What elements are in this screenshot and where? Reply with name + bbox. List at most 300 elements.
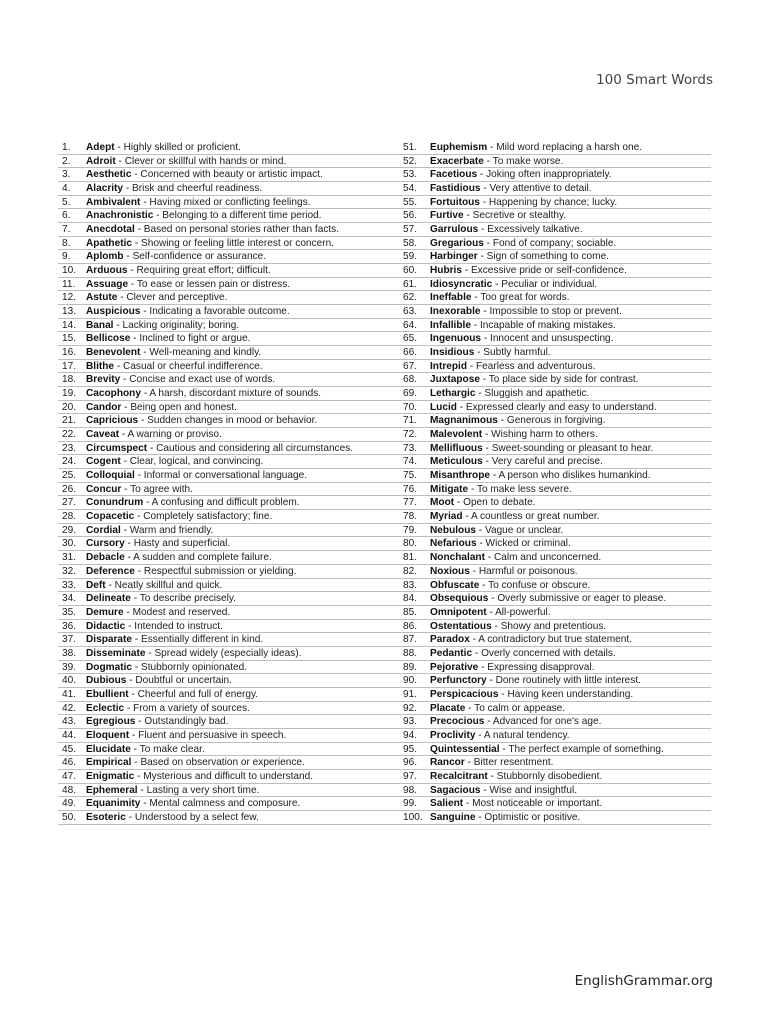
entry-word: Bellicose [86,333,131,345]
entry-definition: Having keen understanding. [507,688,634,700]
word-entry [58,373,401,387]
entry-word: Gregarious [430,237,484,249]
entry-number: 52. [403,155,418,167]
entry-definition: Fearless and adventurous. [476,360,596,372]
footer-site: EnglishGrammar.org [574,973,713,989]
entry-word: Circumspect [86,442,148,454]
entry-word: Auspicious [86,306,141,318]
entry-word: Demure [86,606,124,618]
entry-word: Candor [86,401,122,413]
entry-separator: - [120,374,130,386]
word-entry [58,141,401,155]
entry-word: Obsequious [430,593,489,605]
entry-number: 9. [62,251,71,263]
entry-separator: - [480,306,490,318]
entry-number: 64. [403,319,418,331]
entry-number: 89. [403,661,418,673]
entry-separator: - [469,565,479,577]
entry-number: 8. [62,237,71,249]
entry-separator: - [134,770,144,782]
word-entry [401,647,711,661]
entry-word: Harbinger [430,251,478,263]
entry-number: 59. [403,251,418,263]
entry-definition: Brisk and cheerful readiness. [132,183,263,195]
entry-word: Nefarious [430,538,477,550]
entry-word: Eloquent [86,729,130,741]
entry-separator: - [463,798,473,810]
entry-definition: To ease or lessen pain or distress. [136,278,291,290]
entry-word: Omnipotent [430,606,487,618]
entry-definition: Fluent and persuasive in speech. [138,729,287,741]
entry-definition: Respectful submission or yielding. [143,565,297,577]
entry-definition: Clever or skillful with hands or mind. [124,155,287,167]
entry-separator: - [121,483,131,495]
word-entry [401,401,711,415]
entry-separator: - [140,347,150,359]
entry-word: Paradox [430,634,470,646]
entry-word: Pejorative [430,661,479,673]
entry-number: 66. [403,347,418,359]
entry-word: Mellifluous [430,442,483,454]
entry-number: 36. [62,620,77,632]
word-entry [58,264,401,278]
entry-definition: Sweet-sounding or pleasant to hear. [491,442,654,454]
word-entry [58,688,401,702]
entry-separator: - [467,360,476,372]
entry-definition: Indicating a favorable outcome. [149,306,290,318]
entry-definition: Expressing disapproval. [487,661,595,673]
entry-definition: Fond of company; sociable. [492,237,617,249]
entry-definition: Sluggish and apathetic. [484,388,590,400]
entry-separator: - [114,142,124,153]
word-entry [401,291,711,305]
entry-word: Equanimity [86,798,141,810]
entry-number: 21. [62,415,77,427]
word-entry [401,346,711,360]
entry-separator: - [490,470,499,482]
word-entry [401,661,711,675]
word-entry [401,729,711,743]
entry-word: Nebulous [430,524,476,536]
entry-separator: - [131,757,141,769]
word-entry [401,688,711,702]
entry-word: Cordial [86,524,121,536]
entry-number: 58. [403,237,418,249]
entry-word: Dogmatic [86,661,132,673]
entry-word: Blithe [86,360,115,372]
entry-definition: Sign of something to come. [486,251,609,263]
entry-separator: - [114,360,124,372]
word-entry [401,770,711,784]
entry-word: Perfunctory [430,675,487,687]
entry-definition: A contradictory but true statement. [478,634,632,646]
entry-word: Deference [86,565,135,577]
entry-separator: - [128,278,137,290]
entry-separator: - [475,729,484,741]
word-entry [58,674,401,688]
entry-definition: Warm and friendly. [129,524,214,536]
entry-definition: Essentially different in kind. [141,634,264,646]
entry-definition: Sudden changes in mood or behavior. [147,415,318,427]
entry-definition: Well-meaning and kindly. [149,347,262,359]
entry-separator: - [480,784,490,796]
word-entry [401,442,711,456]
entry-number: 82. [403,565,418,577]
word-entry [401,702,711,716]
entry-number: 48. [62,784,77,796]
entry-number: 57. [403,224,418,236]
word-entry [58,510,401,524]
entry-number: 14. [62,319,77,331]
entry-definition: Highly skilled or proficient. [123,142,241,153]
word-entry [401,510,711,524]
entry-number: 41. [62,688,77,700]
entry-definition: Most noticeable or important. [472,798,603,810]
entry-word: Lucid [430,401,457,413]
entry-word: Enigmatic [86,770,135,782]
entry-definition: A sudden and complete failure. [133,552,272,564]
entry-definition: Inclined to fight or argue. [139,333,251,345]
word-entry [58,537,401,551]
entry-separator: - [480,183,490,195]
entry-word: Cogent [86,456,121,468]
entry-definition: Very careful and precise. [491,456,603,468]
entry-number: 23. [62,442,77,454]
entry-definition: Innocent and unsuspecting. [490,333,614,345]
entry-definition: To place side by side for contrast. [488,374,639,386]
entry-number: 83. [403,579,418,591]
word-entry [401,305,711,319]
entry-separator: - [482,429,492,441]
entry-separator: - [478,661,488,673]
entry-number: 69. [403,388,418,400]
word-entry [58,442,401,456]
entry-number: 5. [62,196,71,208]
word-entry [401,633,711,647]
word-entry [401,428,711,442]
entry-definition: Happening by chance; lucky. [488,196,618,208]
word-entry [401,606,711,620]
entry-separator: - [153,210,163,222]
entry-number: 22. [62,429,77,441]
word-entry [58,483,401,497]
entry-separator: - [486,675,496,687]
word-entry [401,551,711,565]
entry-definition: Impossible to stop or prevent. [489,306,622,318]
entry-definition: Mental calmness and composure. [149,798,301,810]
entry-definition: Overly submissive or eager to please. [497,593,667,605]
entry-definition: Intended to instruct. [134,620,223,632]
entry-number: 62. [403,292,418,304]
entry-separator: - [482,442,492,454]
entry-number: 43. [62,716,77,728]
entry-number: 91. [403,688,418,700]
entry-separator: - [470,319,480,331]
entry-definition: Harmful or poisonous. [478,565,578,577]
entry-word: Proclivity [430,729,476,741]
entry-number: 25. [62,470,77,482]
entry-definition: Showing or feeling little interest or concern. [140,237,334,249]
word-entry [58,729,401,743]
entry-separator: - [492,278,502,290]
entry-number: 18. [62,374,77,386]
word-entry [58,455,401,469]
entry-word: Eclectic [86,702,125,714]
entry-number: 40. [62,675,77,687]
entry-definition: To confuse or obscure. [488,579,591,591]
entry-word: Assuage [86,278,129,290]
entry-separator: - [479,196,489,208]
entry-definition: Informal or conversational language. [143,470,308,482]
entry-separator: - [134,470,144,482]
word-entry [58,524,401,538]
entry-word: Brevity [86,374,121,386]
entry-number: 60. [403,265,418,277]
entry-number: 26. [62,483,77,495]
entry-separator: - [469,634,479,646]
entry-definition: Incapable of making mistakes. [479,319,616,331]
entry-word: Ingenuous [430,333,482,345]
entry-definition: Advanced for one's age. [492,716,602,728]
entry-separator: - [138,415,148,427]
entry-separator: - [123,606,133,618]
entry-separator: - [140,388,150,400]
entry-word: Myriad [430,511,463,523]
entry-definition: Casual or cheerful indifference. [123,360,263,372]
word-entry [58,620,401,634]
word-entry [401,182,711,196]
entry-separator: - [484,552,494,564]
entry-definition: From a variety of sources. [133,702,250,714]
word-entry [401,360,711,374]
entry-number: 74. [403,456,418,468]
entry-definition: Mysterious and difficult to understand. [143,770,314,782]
entry-definition: Expressed clearly and easy to understand. [465,401,657,413]
entry-word: Debacle [86,552,125,564]
word-entry [401,469,711,483]
word-entry [401,524,711,538]
word-entry [58,332,401,346]
word-entry [401,237,711,251]
entry-number: 3. [62,169,71,181]
entry-word: Misanthrope [430,470,491,482]
word-entry [58,319,401,333]
entry-number: 53. [403,169,418,181]
word-entry [58,414,401,428]
entry-word: Precocious [430,716,485,728]
entry-definition: All-powerful. [495,606,551,618]
entry-definition: Excessively talkative. [487,224,583,236]
entry-number: 12. [62,292,77,304]
entry-word: Ephemeral [86,784,138,796]
entry-definition: Mild word replacing a harsh one. [496,142,643,153]
entry-separator: - [124,552,134,564]
entry-definition: Wishing harm to others. [491,429,598,441]
entry-number: 50. [62,811,77,823]
entry-word: Banal [86,319,114,331]
entry-separator: - [123,251,133,263]
entry-number: 90. [403,675,418,687]
entry-definition: Wise and insightful. [489,784,578,796]
entry-separator: - [486,606,496,618]
entry-separator: - [491,620,501,632]
word-entry [401,278,711,292]
word-entry [58,209,401,223]
word-entry [58,592,401,606]
entry-definition: Neatly skillful and quick. [114,579,223,591]
word-entry [58,579,401,593]
entry-word: Nonchalant [430,552,485,564]
entry-word: Benevolent [86,347,141,359]
entry-number: 42. [62,702,77,714]
entry-word: Elucidate [86,743,131,755]
entry-number: 20. [62,401,77,413]
entry-separator: - [465,702,475,714]
entry-separator: - [132,237,141,249]
entry-word: Delineate [86,593,131,605]
entry-definition: Outstandingly bad. [144,716,229,728]
word-entry [401,223,711,237]
word-entry [401,332,711,346]
entry-number: 75. [403,470,418,482]
entry-separator: - [121,401,131,413]
entry-number: 37. [62,634,77,646]
word-entry [58,168,401,182]
entry-definition: Excessive pride or self-confidence. [470,265,627,277]
entry-word: Recalcitrant [430,770,488,782]
entry-definition: Peculiar or individual. [501,278,598,290]
entry-definition: Modest and reserved. [132,606,231,618]
entry-number: 73. [403,442,418,454]
word-entry [401,264,711,278]
entry-word: Placate [430,702,466,714]
entry-word: Pedantic [430,647,473,659]
word-entry [401,620,711,634]
word-entry [401,674,711,688]
entry-definition: Concerned with beauty or artistic impact. [140,169,323,181]
entry-number: 65. [403,333,418,345]
entry-separator: - [143,497,152,509]
entry-number: 11. [62,278,76,290]
entry-word: Copacetic [86,511,135,523]
word-entry [401,565,711,579]
entry-separator: - [120,524,130,536]
word-entry [401,483,711,497]
entry-separator: - [461,265,471,277]
entry-separator: - [130,333,140,345]
entry-definition: Clever and perceptive. [126,292,228,304]
entry-separator: - [478,224,488,236]
entry-word: Noxious [430,565,470,577]
entry-definition: Stubbornly opinionated. [140,661,248,673]
entry-word: Rancor [430,757,465,769]
word-list [58,141,711,825]
entry-definition: Clear, logical, and convincing. [129,456,264,468]
word-entry [401,579,711,593]
entry-definition: To make less severe. [476,483,572,495]
word-entry [58,647,401,661]
entry-separator: - [132,634,141,646]
entry-separator: - [119,429,128,441]
entry-number: 31. [62,552,77,564]
entry-definition: Wicked or criminal. [485,538,571,550]
word-entry [401,373,711,387]
word-entry [401,784,711,798]
entry-separator: - [134,511,144,523]
entry-definition: Open to debate. [463,497,536,509]
entry-number: 30. [62,538,77,550]
entry-number: 2. [62,155,71,167]
entry-separator: - [498,688,508,700]
entry-word: Adroit [86,155,116,167]
word-entry [58,756,401,770]
entry-number: 15. [62,333,77,345]
entry-separator: - [487,142,497,153]
entry-number: 17. [62,360,77,372]
word-entry [58,496,401,510]
entry-word: Esoteric [86,811,126,823]
word-entry [401,811,711,825]
entry-number: 29. [62,524,77,536]
word-entry [58,784,401,798]
word-list-column-left [58,141,401,825]
entry-separator: - [483,155,493,167]
word-entry [58,633,401,647]
entry-definition: Lacking originality; boring. [122,319,240,331]
entry-word: Juxtapose [430,374,480,386]
entry-separator: - [140,196,150,208]
entry-definition: Doubtful or uncertain. [135,675,232,687]
entry-number: 47. [62,770,77,782]
entry-word: Infallible [430,319,471,331]
word-entry [58,360,401,374]
entry-separator: - [488,593,498,605]
entry-word: Adept [86,142,115,153]
word-entry [58,811,401,825]
entry-separator: - [126,675,136,687]
entry-number: 44. [62,729,77,741]
word-entry [58,346,401,360]
entry-separator: - [477,251,487,263]
word-entry [58,715,401,729]
entry-separator: - [481,333,491,345]
entry-number: 96. [403,757,418,769]
entry-definition: Too great for words. [480,292,570,304]
entry-definition: Vague or unclear. [484,524,564,536]
entry-number: 16. [62,347,77,359]
entry-separator: - [484,716,493,728]
entry-definition: To make worse. [492,155,564,167]
entry-number: 39. [62,661,77,673]
entry-number: 88. [403,647,418,659]
entry-number: 86. [403,620,418,632]
word-entry [58,606,401,620]
word-entry [401,387,711,401]
entry-number: 35. [62,606,77,618]
entry-separator: - [140,306,150,318]
entry-number: 32. [62,565,77,577]
entry-number: 1. [62,142,71,153]
entry-separator: - [145,647,155,659]
entry-definition: To describe precisely. [139,593,236,605]
entry-word: Empirical [86,757,132,769]
entry-word: Anachronistic [86,210,154,222]
word-entry [58,401,401,415]
entry-number: 28. [62,511,77,523]
entry-number: 80. [403,538,418,550]
entry-definition: Requiring great effort; difficult. [136,265,271,277]
entry-definition: Optimistic or positive. [484,811,581,823]
